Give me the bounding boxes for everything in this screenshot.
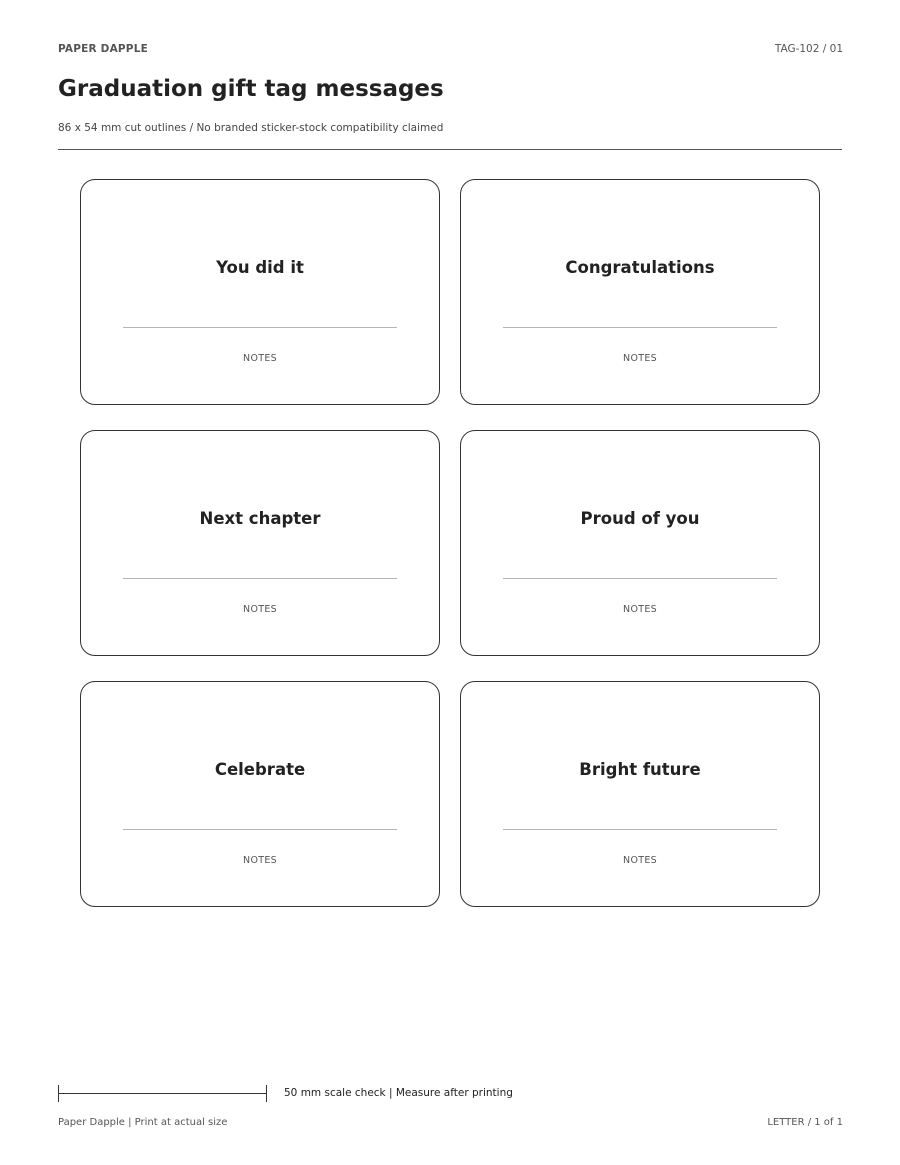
footer-page-info: LETTER / 1 of 1 — [767, 1117, 843, 1128]
tag-message: Bright future — [579, 760, 701, 779]
notes-label: NOTES — [243, 353, 277, 364]
gift-tag — [80, 681, 440, 907]
tag-message: You did it — [216, 258, 304, 277]
scale-label: 50 mm scale check | Measure after printing — [284, 1087, 513, 1099]
document-code: TAG-102 / 01 — [774, 43, 843, 55]
notes-line — [123, 327, 397, 328]
notes-label: NOTES — [623, 353, 657, 364]
footer-left: Paper Dapple | Print at actual size — [58, 1117, 228, 1128]
page-title: Graduation gift tag messages — [58, 76, 444, 102]
notes-label: NOTES — [623, 604, 657, 615]
header-divider — [58, 149, 842, 150]
gift-tag — [460, 179, 820, 405]
scale-tick-right — [266, 1085, 267, 1102]
notes-label: NOTES — [243, 604, 277, 615]
tag-message: Celebrate — [214, 760, 306, 779]
notes-line — [503, 578, 777, 579]
notes-line — [503, 829, 777, 830]
scale-line — [58, 1093, 267, 1094]
notes-label: NOTES — [623, 855, 657, 866]
tag-message: Proud of you — [580, 509, 700, 528]
notes-label: NOTES — [243, 855, 277, 866]
page-subtitle: 86 x 54 mm cut outlines / No branded sticker-stock compatibility claimed — [58, 122, 444, 134]
gift-tag — [460, 681, 820, 907]
tag-message: Next chapter — [199, 509, 321, 528]
notes-line — [123, 829, 397, 830]
gift-tag — [80, 179, 440, 405]
gift-tag — [80, 430, 440, 656]
scale-bar — [58, 1085, 267, 1102]
tag-message: Congratulations — [565, 258, 715, 277]
gift-tag — [460, 430, 820, 656]
notes-line — [123, 578, 397, 579]
brand-name: PAPER DAPPLE — [58, 43, 148, 55]
notes-line — [503, 327, 777, 328]
tag-grid — [80, 179, 820, 907]
